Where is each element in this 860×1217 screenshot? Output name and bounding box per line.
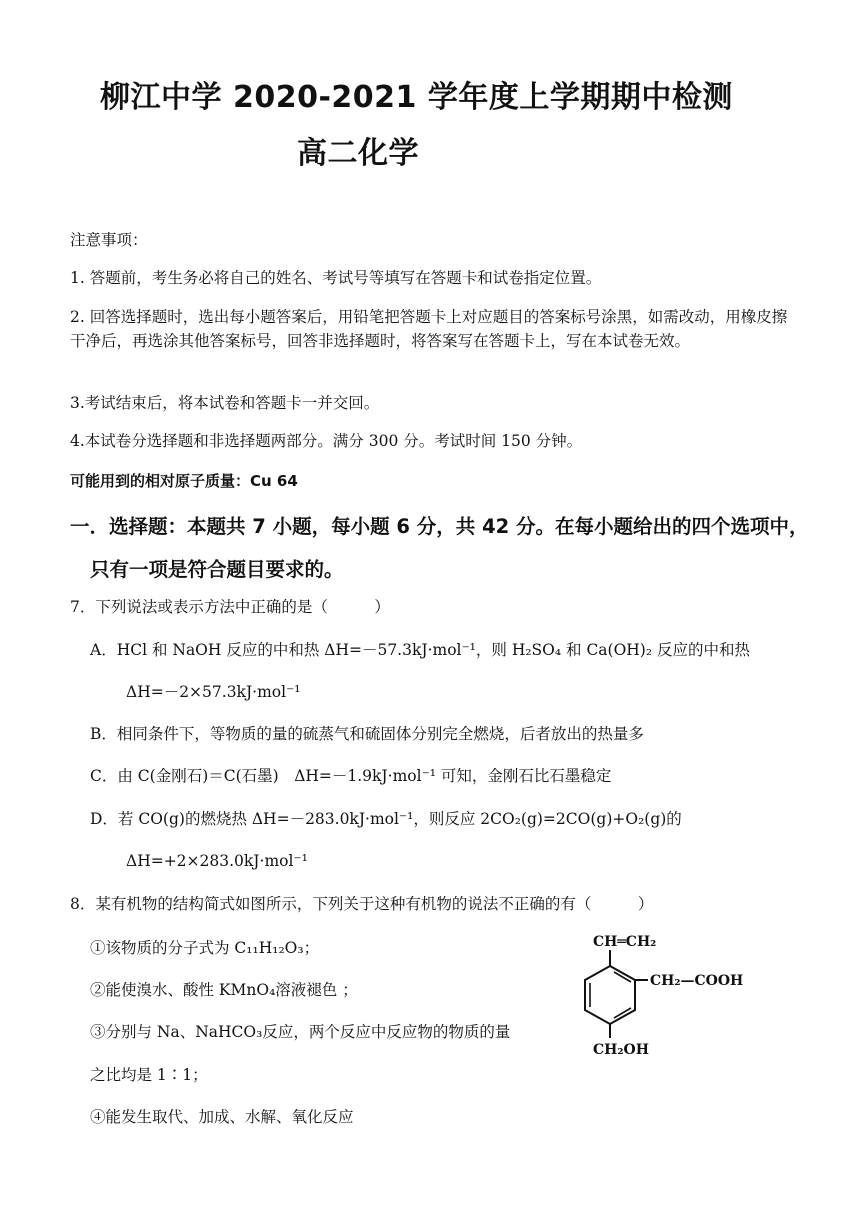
q8-statement-4: ④能发生取代、加成、水解、氧化反应 (90, 1108, 354, 1126)
section-heading-line2: 只有一项是符合题目要求的。 (90, 558, 344, 581)
vinyl-group: CH═CH₂ (593, 934, 657, 950)
atomic-mass-note: 可能用到的相对原子质量：Cu 64 (70, 472, 298, 490)
hydroxymethyl-group: CH₂OH (593, 1042, 649, 1058)
q7-option-b: B．相同条件下，等物质的量的硫蒸气和硫固体分别完全燃烧，后者放出的热量多 (90, 725, 644, 743)
q7-option-d-cont: ΔH=+2×283.0kJ·mol⁻¹ (126, 852, 308, 870)
q8-statement-2: ②能使溴水、酸性 KMnO₄溶液褪色 ； (90, 981, 358, 999)
notice-heading: 注意事项： (70, 231, 148, 249)
section-heading-line1: 一．选择题：本题共 7 小题，每小题 6 分，共 42 分。在每小题给出的四个选项中， (70, 515, 809, 538)
q7-option-c: C．由 C(金刚石)＝C(石墨) ΔH=－1.9kJ·mol⁻¹ 可知，金刚石比石墨稳定 (90, 767, 612, 785)
q7-option-a-cont: ΔH=－2×57.3kJ·mol⁻¹ (126, 683, 301, 701)
notice-item-3: 3.考试结束后，将本试卷和答题卡一并交回。 (70, 394, 380, 412)
notice-item-4: 4.本试卷分选择题和非选择题两部分。满分 300 分。考试时间 150 分钟。 (70, 432, 583, 450)
benzene-ring (585, 966, 635, 1024)
q8-statement-1: ①该物质的分子式为 C₁₁H₁₂O₃； (90, 939, 320, 957)
carboxymethyl-group: CH₂—COOH (650, 973, 744, 989)
structural-formula (560, 930, 780, 1070)
q7-option-a: A．HCl 和 NaOH 反应的中和热 ΔH=－57.3kJ·mol⁻¹，则 H₂SO₄ 和 Ca(OH)₂ 反应的中和热 (90, 641, 751, 659)
q7-stem: 7．下列说法或表示方法中正确的是（ ） (70, 598, 390, 616)
q7-option-d: D．若 CO(g)的燃烧热 ΔH=－283.0kJ·mol⁻¹，则反应 2CO₂(g)=2CO(g)+O₂(g)的 (90, 810, 682, 828)
q8-statement-3: ③分别与 Na、NaHCO₃反应，两个反应中反应物的物质的量 (90, 1023, 511, 1041)
notice-item-2: 2. 回答选择题时，选出每小题答案后，用铅笔把答题卡上对应题目的答案标号涂黑，如需改动，用橡皮擦干净后，再选涂其他答案标号，回答非选择题时，将答案写在答题卡上，写在本试卷无效。 (70, 308, 788, 350)
q8-statement-3-cont: 之比均是 1∶1； (90, 1066, 208, 1084)
q8-stem: 8．某有机物的结构简式如图所示，下列关于这种有机物的说法不正确的有（ ） (70, 895, 654, 913)
exam-title: 柳江中学 2020-2021 学年度上学期期中检测 (100, 80, 733, 115)
notice-item-1: 1. 答题前，考生务必将自己的姓名、考试号等填写在答题卡和试卷指定位置。 (70, 269, 602, 287)
exam-subject: 高二化学 (297, 136, 419, 171)
